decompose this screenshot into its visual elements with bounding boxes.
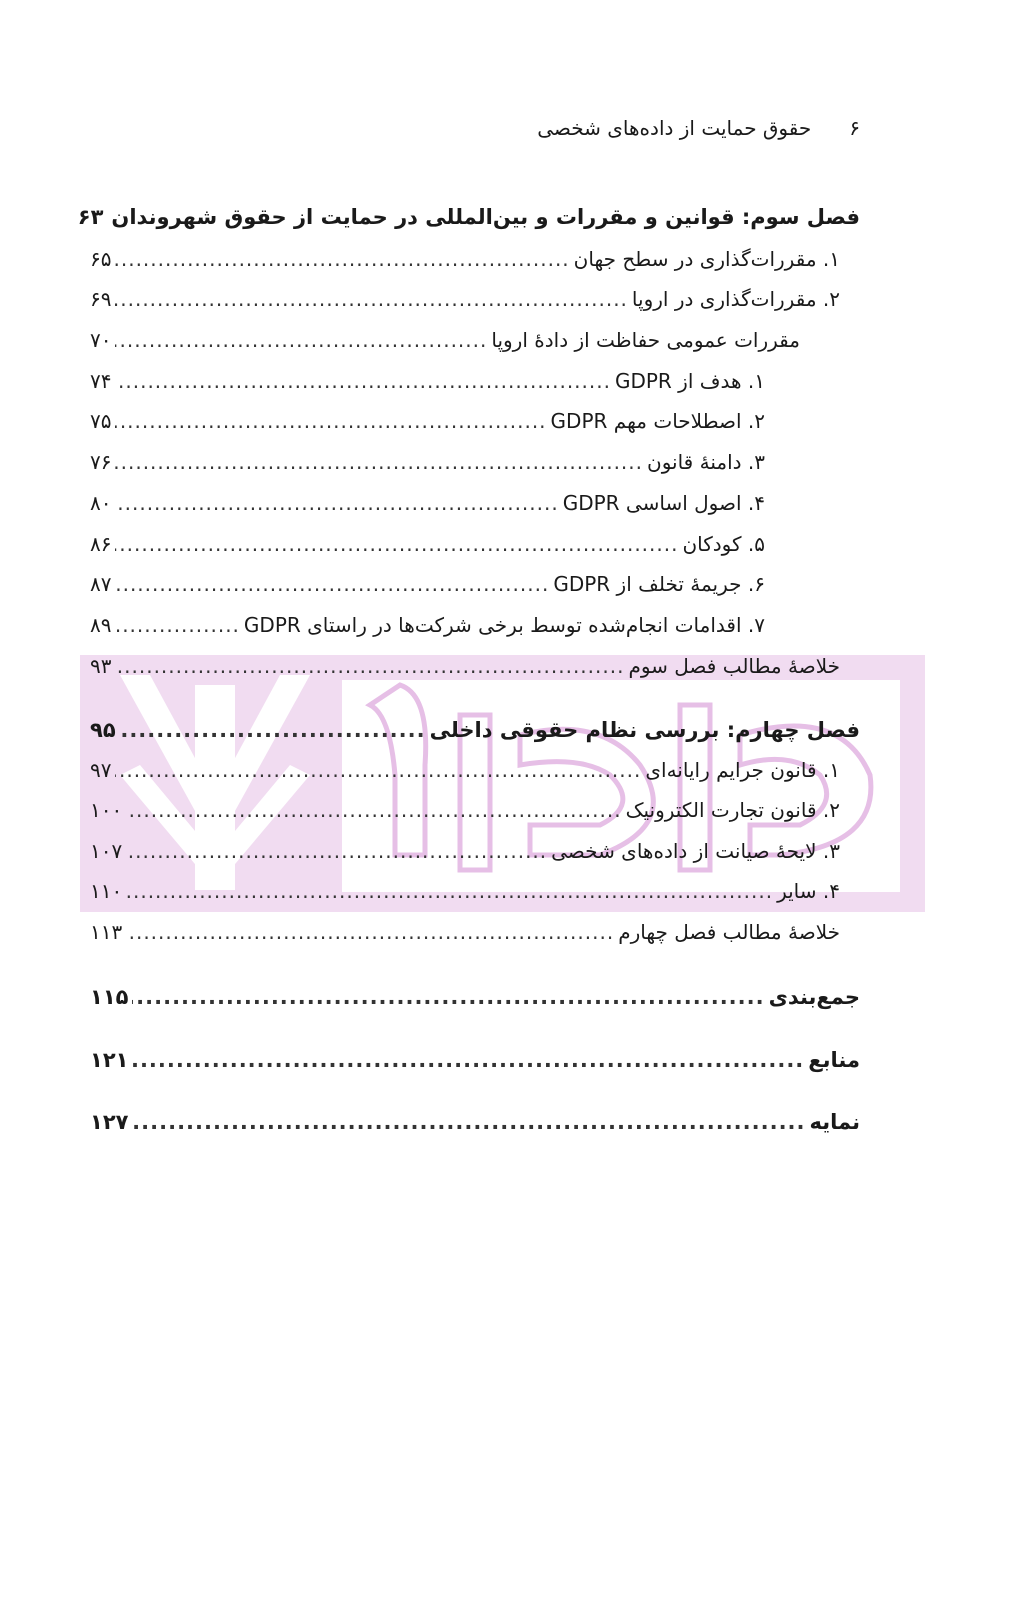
toc-entry-title: ۷. اقدامات انجام‌شده توسط برخی شرکت‌ها در راستای GDPR [243,613,765,637]
toc-entry[interactable] [90,713,860,747]
toc-entry[interactable] [90,834,840,868]
page-number: ۶ [849,116,860,140]
toc-entry[interactable] [90,364,765,398]
dot-leader [120,713,426,747]
toc-entry-page: ۱۱۵ [90,985,129,1009]
toc-entry-page: ۷۵ [90,409,112,433]
toc-entry-page: ۶۵ [90,247,112,271]
toc-entry-page: ۱۲۱ [90,1048,129,1072]
dot-leader [115,527,678,561]
toc-entry[interactable] [90,608,765,642]
toc-entry-page: ۱۰۷ [90,839,123,863]
running-title: حقوق حمایت از داده‌های شخصی [537,116,812,140]
toc-entry-page: ۹۳ [90,654,112,678]
toc-entry-title: ۲. اصطلاحات مهم GDPR [550,409,765,433]
toc-entry-page: ۱۰۰ [90,798,123,822]
toc-entry-title: خلاصهٔ مطالب فصل سوم [628,654,840,678]
dot-leader [132,1043,804,1077]
toc-entry-title: ۴. سایر [777,879,840,903]
dot-leader [115,486,558,520]
toc-entry-page: ۹۷ [90,758,112,782]
toc-entry-title: ۱. هدف از GDPR [614,369,765,393]
dot-leader [115,364,610,398]
toc-entry[interactable] [90,282,840,316]
toc-entry[interactable] [90,527,765,561]
toc-entry-title: ۵. کودکان [682,532,765,556]
toc-entry-title: جمع‌بندی [768,985,860,1009]
toc-entry-title: فصل چهارم: بررسی نظام حقوقی داخلی [429,718,860,742]
toc-entry[interactable] [90,323,800,357]
dot-leader [115,649,624,683]
toc-entry-page: ۶۹ [90,287,112,311]
toc-entry-title: منابع [808,1048,860,1072]
toc-entry[interactable] [77,200,860,234]
toc-entry-page: ۸۹ [90,613,112,637]
toc-entry-page: ۷۶ [90,450,112,474]
dot-leader [115,323,487,357]
toc-entry[interactable] [90,404,765,438]
toc-entry-page: ۸۶ [90,532,112,556]
toc-entry-title: ۱. مقررات‌گذاری در سطح جهان [573,247,840,271]
toc-entry-title: خلاصهٔ مطالب فصل چهارم [618,920,840,944]
toc-entry[interactable] [90,753,840,787]
toc-entry[interactable] [90,980,860,1014]
toc-entry[interactable] [90,567,765,601]
running-header [300,116,860,140]
toc-entry-page: ۹۵ [90,718,116,742]
toc-entry-title: ۱. قانون جرایم رایانه‌ای [645,758,840,782]
dot-leader [115,608,239,642]
toc-entry[interactable] [90,486,765,520]
toc-entry-page: ۸۷ [90,572,112,596]
dot-leader [126,793,621,827]
toc-entry-page: ۷۴ [90,369,112,393]
toc-entry-title: ۲. قانون تجارت الکترونیک [625,798,840,822]
toc-entry-title: ۶. جریمهٔ تخلف از GDPR [553,572,765,596]
toc-entry-page: ۷۰ [90,328,112,352]
toc-entry-page: ۸۰ [90,491,112,515]
toc-entry-page: ۶۳ [77,205,104,229]
dot-leader [126,874,773,908]
toc-entry[interactable] [90,242,840,276]
dot-leader [115,404,546,438]
dot-leader [115,567,549,601]
toc-entry-title: ۴. اصول اساسی GDPR [562,491,765,515]
toc-entry[interactable] [90,874,840,908]
dot-leader [132,1105,805,1139]
toc-entry-title: ۳. دامنهٔ قانون [647,450,765,474]
toc-entry[interactable] [90,915,840,949]
toc-entry[interactable] [90,649,840,683]
toc-entry-title: مقررات عمومی حفاظت از دادهٔ اروپا [491,328,800,352]
toc-entry-title: نمایه [809,1110,860,1134]
dot-leader [115,242,569,276]
toc-entry-page: ۱۲۷ [90,1110,129,1134]
toc-entry-page: ۱۱۳ [90,920,123,944]
dot-leader [126,915,614,949]
dot-leader [115,445,643,479]
dot-leader [115,282,627,316]
toc-entry-title: فصل سوم: قوانین و مقررات و بین‌المللی در حمایت از حقوق شهروندان [111,205,860,229]
dot-leader [126,834,547,868]
toc-entry-title: ۳. لایحهٔ صیانت از داده‌های شخصی [551,839,840,863]
toc-entry[interactable] [90,445,765,479]
dot-leader [132,980,764,1014]
toc-entry-page: ۱۱۰ [90,879,123,903]
dot-leader [115,753,641,787]
toc-entry[interactable] [90,1105,860,1139]
toc-entry[interactable] [90,1043,860,1077]
toc-entry-title: ۲. مقررات‌گذاری در اروپا [631,287,840,311]
toc-entry[interactable] [90,793,840,827]
